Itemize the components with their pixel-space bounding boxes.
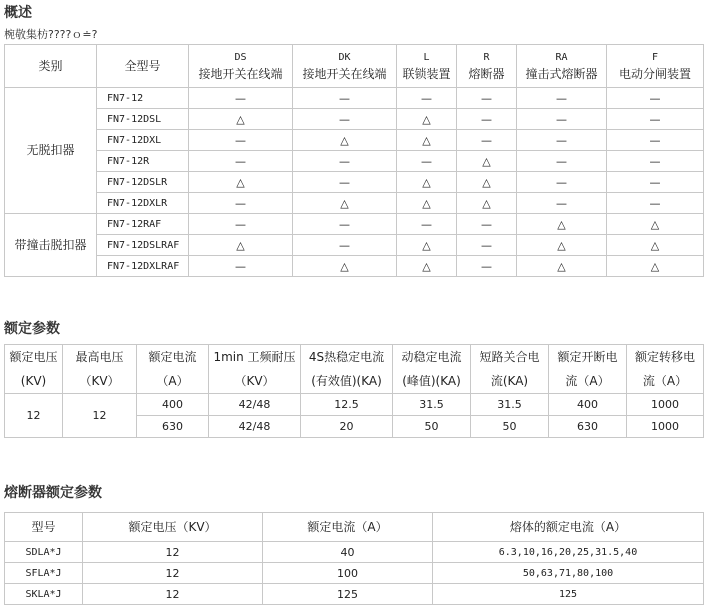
table-cell: △: [293, 256, 397, 277]
table-cell: △: [189, 235, 293, 256]
table-cell: —: [293, 88, 397, 109]
header-model: 全型号: [97, 45, 189, 88]
table-cell: —: [189, 130, 293, 151]
rated-header-thermal-current: 4S热稳定电流 (有效值)(KA): [301, 345, 393, 394]
category-cell: 无脱扣器: [5, 88, 97, 214]
table-cell: 20: [301, 416, 393, 438]
header-f: F 电动分闸装置: [607, 45, 704, 88]
model-cell: FN7-12DXL: [97, 130, 189, 151]
table-row: [5, 235, 704, 256]
fuse-title: 熔断器额定参数: [4, 485, 102, 501]
table-row: [5, 109, 704, 130]
overview-table: [4, 44, 704, 277]
model-cell: FN7-12: [97, 88, 189, 109]
header-ra: RA 撞击式熔断器: [517, 45, 607, 88]
rated-header-rated-current: 额定电流 （A）: [137, 345, 209, 394]
table-row: [5, 130, 704, 151]
header-r: R 熔断器: [457, 45, 517, 88]
table-row: [5, 193, 704, 214]
table-cell: 12.5: [301, 394, 393, 416]
header-l: L 联锁装置: [397, 45, 457, 88]
fuse-header-model: 型号: [5, 513, 83, 542]
table-cell: △: [517, 235, 607, 256]
table-cell: —: [457, 130, 517, 151]
table-cell: 12: [83, 542, 263, 563]
table-cell: △: [607, 235, 704, 256]
category-cell: 带撞击脱扣器: [5, 214, 97, 277]
max-voltage-cell: 12: [63, 394, 137, 438]
rated-header-power-frequency: 1min 工频耐压 （KV）: [209, 345, 301, 394]
table-cell: —: [293, 151, 397, 172]
table-cell: —: [607, 193, 704, 214]
fuse-header-rated-current: 额定电流（A）: [263, 513, 433, 542]
model-cell: FN7-12DXLR: [97, 193, 189, 214]
table-cell: △: [517, 214, 607, 235]
model-cell: FN7-12DXLRAF: [97, 256, 189, 277]
table-cell: —: [397, 214, 457, 235]
model-cell: FN7-12R: [97, 151, 189, 172]
table-cell: —: [397, 151, 457, 172]
overview-header-row: [5, 45, 704, 88]
overview-subtitle: 椀敬集枋????ｏ≐?: [4, 28, 98, 41]
table-cell: —: [457, 214, 517, 235]
table-cell: 42/48: [209, 416, 301, 438]
table-cell: 630: [137, 416, 209, 438]
table-cell: —: [607, 172, 704, 193]
table-cell: △: [607, 256, 704, 277]
table-row: [5, 542, 704, 563]
table-cell: △: [293, 130, 397, 151]
table-cell: —: [189, 151, 293, 172]
table-row: [5, 88, 704, 109]
header-dk: DK 接地开关在线端: [293, 45, 397, 88]
table-cell: △: [397, 172, 457, 193]
model-cell: FN7-12DSLR: [97, 172, 189, 193]
table-cell: 31.5: [471, 394, 549, 416]
table-cell: △: [397, 130, 457, 151]
table-cell: SFLA*J: [5, 563, 83, 584]
table-cell: SKLA*J: [5, 584, 83, 605]
header-ds: DS 接地开关在线端: [189, 45, 293, 88]
table-cell: —: [397, 88, 457, 109]
rated-header-transfer-current: 额定转移电 流（A）: [627, 345, 704, 394]
table-cell: △: [293, 193, 397, 214]
rated-header-row: [5, 345, 704, 394]
table-cell: 40: [263, 542, 433, 563]
table-cell: 125: [433, 584, 704, 605]
table-cell: —: [517, 109, 607, 130]
table-row: [5, 151, 704, 172]
table-cell: —: [189, 193, 293, 214]
table-cell: △: [189, 172, 293, 193]
table-cell: SDLA*J: [5, 542, 83, 563]
rated-header-making-current: 短路关合电 流(KA): [471, 345, 549, 394]
rated-header-max-voltage: 最高电压 （KV）: [63, 345, 137, 394]
table-cell: 12: [83, 563, 263, 584]
table-cell: 125: [263, 584, 433, 605]
fuse-header-rated-voltage: 额定电压（KV）: [83, 513, 263, 542]
table-cell: —: [607, 109, 704, 130]
table-row: [5, 584, 704, 605]
table-cell: △: [397, 235, 457, 256]
table-cell: △: [517, 256, 607, 277]
table-cell: —: [607, 151, 704, 172]
table-cell: △: [457, 172, 517, 193]
header-category: 类别: [5, 45, 97, 88]
table-cell: —: [517, 130, 607, 151]
table-cell: —: [189, 88, 293, 109]
table-row: [5, 563, 704, 584]
table-cell: 1000: [627, 394, 704, 416]
table-cell: 50: [393, 416, 471, 438]
rated-header-breaking-current: 额定开断电 流（A）: [549, 345, 627, 394]
model-cell: FN7-12DSLRAF: [97, 235, 189, 256]
table-cell: 42/48: [209, 394, 301, 416]
table-cell: —: [457, 88, 517, 109]
table-cell: 6.3,10,16,20,25,31.5,40: [433, 542, 704, 563]
table-cell: —: [293, 172, 397, 193]
table-cell: △: [457, 193, 517, 214]
fuse-header-row: [5, 513, 704, 542]
table-cell: 50: [471, 416, 549, 438]
table-row: [5, 256, 704, 277]
rated-table: [4, 344, 704, 438]
table-cell: —: [517, 172, 607, 193]
table-cell: —: [293, 214, 397, 235]
table-cell: —: [457, 256, 517, 277]
model-cell: FN7-12RAF: [97, 214, 189, 235]
table-cell: —: [607, 88, 704, 109]
table-cell: 50,63,71,80,100: [433, 563, 704, 584]
table-cell: —: [517, 88, 607, 109]
rated-header-rated-voltage: 额定电压 (KV): [5, 345, 63, 394]
table-cell: —: [457, 109, 517, 130]
table-cell: 400: [549, 394, 627, 416]
rated-header-dynamic-current: 动稳定电流 (峰值)(KA): [393, 345, 471, 394]
table-cell: —: [189, 256, 293, 277]
table-cell: —: [457, 235, 517, 256]
table-cell: △: [397, 109, 457, 130]
table-cell: —: [607, 130, 704, 151]
rated-title: 额定参数: [4, 321, 60, 337]
table-cell: △: [397, 256, 457, 277]
table-row: [5, 214, 704, 235]
model-cell: FN7-12DSL: [97, 109, 189, 130]
rated-voltage-cell: 12: [5, 394, 63, 438]
table-cell: △: [607, 214, 704, 235]
table-cell: 400: [137, 394, 209, 416]
table-cell: —: [189, 214, 293, 235]
overview-title: 概述: [4, 5, 32, 21]
table-cell: 1000: [627, 416, 704, 438]
table-cell: —: [293, 235, 397, 256]
table-cell: —: [517, 151, 607, 172]
table-cell: —: [293, 109, 397, 130]
fuse-table: [4, 512, 704, 605]
table-cell: △: [457, 151, 517, 172]
fuse-header-element-current: 熔体的额定电流（A）: [433, 513, 704, 542]
table-row: [5, 172, 704, 193]
table-cell: △: [397, 193, 457, 214]
table-cell: 100: [263, 563, 433, 584]
table-cell: 12: [83, 584, 263, 605]
table-cell: 31.5: [393, 394, 471, 416]
table-cell: △: [189, 109, 293, 130]
table-cell: 630: [549, 416, 627, 438]
table-cell: —: [517, 193, 607, 214]
table-row: [5, 394, 704, 416]
